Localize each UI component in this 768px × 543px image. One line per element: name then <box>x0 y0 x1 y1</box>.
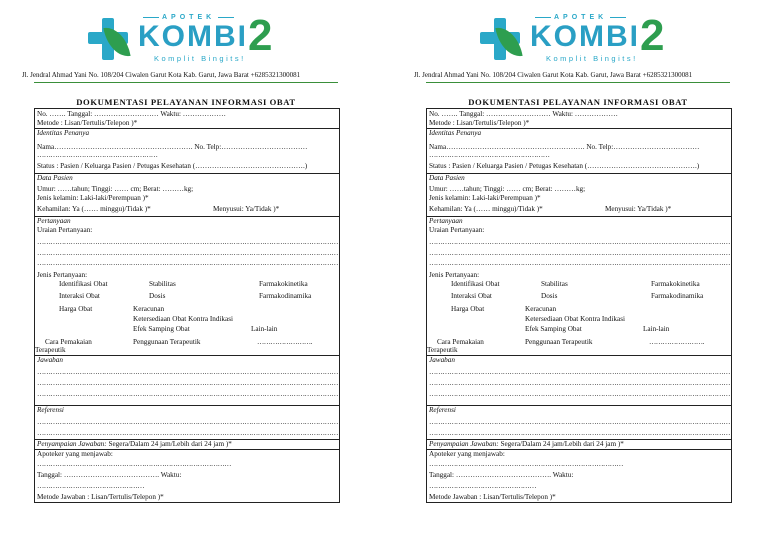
option-harga-obat: Harga Obat <box>59 305 93 313</box>
section-divider <box>427 405 731 406</box>
answer-line: ……………………………………………………………………………………………………………………… <box>429 368 730 376</box>
section-heading-pertanyaan: Pertanyaan <box>429 217 463 225</box>
field-menyusui: Menyusui: Ya/Tidak )* <box>213 205 280 213</box>
section-heading-referensi: Referensi <box>37 406 64 414</box>
answer-line: ……………………………………………………………………………………………………………………… <box>37 379 338 387</box>
logo-tagline: Komplit Bingits! <box>546 54 638 63</box>
logo-number: 2 <box>248 11 273 60</box>
option-penggunaan-terapeutik: Penggunaan Terapeutik <box>525 338 593 346</box>
header-divider <box>34 82 338 83</box>
field-nama-continuation: ……………………………………………… <box>429 151 550 159</box>
field-kehamilan: Kehamilan: Ya (…… minggu)/Tidak )* <box>37 205 151 213</box>
logo-number: 2 <box>640 11 665 60</box>
option-farmakokinetika: Farmakokinetika <box>259 280 308 288</box>
option-other-blank: ……………………. <box>257 338 312 346</box>
option-farmakokinetika: Farmakokinetika <box>651 280 700 288</box>
form-page-right <box>392 0 768 543</box>
logo-kombi-text: KOMBI <box>138 20 248 53</box>
option-farmakodinamika: Farmakodinamika <box>651 292 704 300</box>
field-apoteker: Apoteker yang menjawab: <box>37 450 113 458</box>
field-metode-jawaban: Metode Jawaban : Lisan/Tertulis/Telepon )* <box>429 493 556 501</box>
answer-line: ……………………………………………………………………………………………………………………… <box>37 418 338 426</box>
form-table <box>426 108 732 503</box>
field-status: Status : Pasien / Keluarga Pasien / Petugas Kesehatan (……………………………………….) <box>429 162 700 170</box>
section-heading-penanya: Identitas Penanya <box>37 129 90 137</box>
section-divider <box>35 355 339 356</box>
option-efek-samping: Efek Samping Obat <box>133 325 190 333</box>
field-umur: Umur: ……tahun; Tinggi: …… cm; Berat: ………kg; <box>37 185 194 193</box>
answer-line: ……………………………………………………………………………………………………………………… <box>429 259 730 267</box>
field-menyusui: Menyusui: Ya/Tidak )* <box>605 205 672 213</box>
field-kehamilan: Kehamilan: Ya (…… minggu)/Tidak )* <box>429 205 543 213</box>
section-divider <box>35 405 339 406</box>
field-penyampaian <box>37 440 232 448</box>
option-interaksi-obat: Interaksi Obat <box>451 292 492 300</box>
header-divider <box>426 82 730 83</box>
answer-line: ……………………………………………………………………………………………………………………… <box>37 390 338 398</box>
section-divider <box>35 173 339 174</box>
logo-apotek-text: APOTEK <box>532 14 629 21</box>
answer-line: ……………………………………………………………………………………………………………………… <box>429 418 730 426</box>
option-penggunaan-terapeutik: Penggunaan Terapeutik <box>133 338 201 346</box>
field-terapeutik: Terapeutik <box>35 346 66 354</box>
option-cara-pemakaian: Cara Pemakaian <box>45 338 92 346</box>
field-jenis-pertanyaan: Jenis Pertanyaan: <box>429 271 480 279</box>
field-tanggal-line: ………………………………………… <box>37 482 144 490</box>
penyampaian-value: Segera/Dalam 24 jam/Lebih dari 24 jam )* <box>106 440 232 448</box>
option-keracunan: Keracunan <box>525 305 557 313</box>
answer-line: ……………………………………………………………………………………………………………………… <box>37 368 338 376</box>
section-heading-referensi: Referensi <box>429 406 456 414</box>
field-apoteker-line: …………………………………………………………………………… <box>37 460 231 468</box>
answer-line: ……………………………………………………………………………………………………………………… <box>429 249 730 257</box>
field-tanggal: Tanggal: …………………………………. Waktu: <box>37 471 182 479</box>
section-heading-pasien: Data Pasien <box>37 174 73 182</box>
option-ketersediaan: Ketersediaan Obat Kontra Indikasi <box>525 315 625 323</box>
form-table <box>34 108 340 503</box>
logo-tagline: Komplit Bingits! <box>154 54 246 63</box>
address-line: Jl. Jendral Ahmad Yani No. 108/204 Ciwalen Garut Kota Kab. Garut, Jawa Barat +6285321300081 <box>22 71 301 79</box>
field-jenis-kelamin: Jenis kelamin: Laki-laki/Perempuan )* <box>429 194 541 202</box>
field-terapeutik: Terapeutik <box>427 346 458 354</box>
section-heading-penanya: Identitas Penanya <box>429 129 482 137</box>
field-nama: Nama…………………………………………………. No. Telp:……………………………… <box>37 143 308 151</box>
document-title: DOKUMENTASI PELAYANAN INFORMASI OBAT <box>468 97 688 107</box>
field-umur: Umur: ……tahun; Tinggi: …… cm; Berat: ………kg; <box>429 185 586 193</box>
logo-kombi-text: KOMBI <box>530 20 640 53</box>
section-heading-pertanyaan: Pertanyaan <box>37 217 71 225</box>
section-divider <box>427 355 731 356</box>
option-keracunan: Keracunan <box>133 305 165 313</box>
option-lain-lain: Lain-lain <box>251 325 278 333</box>
option-ketersediaan: Ketersediaan Obat Kontra Indikasi <box>133 315 233 323</box>
section-divider <box>427 173 731 174</box>
field-uraian: Uraian Pertanyaan: <box>37 226 93 234</box>
field-nama-continuation: ……………………………………………… <box>37 151 158 159</box>
penyampaian-label: Penyampaian Jawaban: <box>429 440 499 448</box>
form-method-line: Metode : Lisan/Tertulis/Telepon )* <box>37 119 138 127</box>
option-stabilitas: Stabilitas <box>541 280 568 288</box>
address-line: Jl. Jendral Ahmad Yani No. 108/204 Ciwalen Garut Kota Kab. Garut, Jawa Barat +6285321300081 <box>414 71 693 79</box>
option-identifikasi-obat: Identifikasi Obat <box>451 280 500 288</box>
answer-line: ……………………………………………………………………………………………………………………… <box>429 390 730 398</box>
pharmacy-logo <box>484 11 684 66</box>
field-metode-jawaban: Metode Jawaban : Lisan/Tertulis/Telepon )* <box>37 493 164 501</box>
field-tanggal: Tanggal: …………………………………. Waktu: <box>429 471 574 479</box>
section-divider <box>35 216 339 217</box>
option-lain-lain: Lain-lain <box>643 325 670 333</box>
field-nama: Nama…………………………………………………. No. Telp:……………………………… <box>429 143 700 151</box>
answer-line: ……………………………………………………………………………………………………………………… <box>429 429 730 437</box>
field-apoteker-line: …………………………………………………………………………… <box>429 460 623 468</box>
option-efek-samping: Efek Samping Obat <box>525 325 582 333</box>
logo-apotek-text: APOTEK <box>140 14 237 21</box>
field-penyampaian <box>429 440 624 448</box>
answer-line: ……………………………………………………………………………………………………………………… <box>37 238 338 246</box>
option-interaksi-obat: Interaksi Obat <box>59 292 100 300</box>
answer-line: ……………………………………………………………………………………………………………………… <box>429 379 730 387</box>
penyampaian-value: Segera/Dalam 24 jam/Lebih dari 24 jam )* <box>498 440 624 448</box>
option-dosis: Dosis <box>149 292 166 300</box>
field-jenis-pertanyaan: Jenis Pertanyaan: <box>37 271 88 279</box>
section-heading-jawaban: Jawaban <box>37 356 63 364</box>
field-jenis-kelamin: Jenis kelamin: Laki-laki/Perempuan )* <box>37 194 149 202</box>
field-apoteker: Apoteker yang menjawab: <box>429 450 505 458</box>
field-status: Status : Pasien / Keluarga Pasien / Petugas Kesehatan (……………………………………….) <box>37 162 308 170</box>
form-method-line: Metode : Lisan/Tertulis/Telepon )* <box>429 119 530 127</box>
option-stabilitas: Stabilitas <box>149 280 176 288</box>
form-number-date-line: No. ……. Tanggal: ……………………… Waktu: ……………… <box>429 110 618 118</box>
answer-line: ……………………………………………………………………………………………………………………… <box>37 259 338 267</box>
document-title: DOKUMENTASI PELAYANAN INFORMASI OBAT <box>76 97 296 107</box>
section-divider <box>427 216 731 217</box>
answer-line: ……………………………………………………………………………………………………………………… <box>37 429 338 437</box>
option-farmakodinamika: Farmakodinamika <box>259 292 312 300</box>
option-other-blank: ……………………. <box>649 338 704 346</box>
option-harga-obat: Harga Obat <box>451 305 485 313</box>
section-heading-pasien: Data Pasien <box>429 174 465 182</box>
field-uraian: Uraian Pertanyaan: <box>429 226 485 234</box>
answer-line: ……………………………………………………………………………………………………………………… <box>37 249 338 257</box>
option-cara-pemakaian: Cara Pemakaian <box>437 338 484 346</box>
pharmacy-logo <box>92 11 292 66</box>
section-heading-jawaban: Jawaban <box>429 356 455 364</box>
answer-line: ……………………………………………………………………………………………………………………… <box>429 238 730 246</box>
penyampaian-label: Penyampaian Jawaban: <box>37 440 107 448</box>
option-dosis: Dosis <box>541 292 558 300</box>
field-tanggal-line: ………………………………………… <box>429 482 536 490</box>
option-identifikasi-obat: Identifikasi Obat <box>59 280 108 288</box>
form-number-date-line: No. ……. Tanggal: ……………………… Waktu: ……………… <box>37 110 226 118</box>
